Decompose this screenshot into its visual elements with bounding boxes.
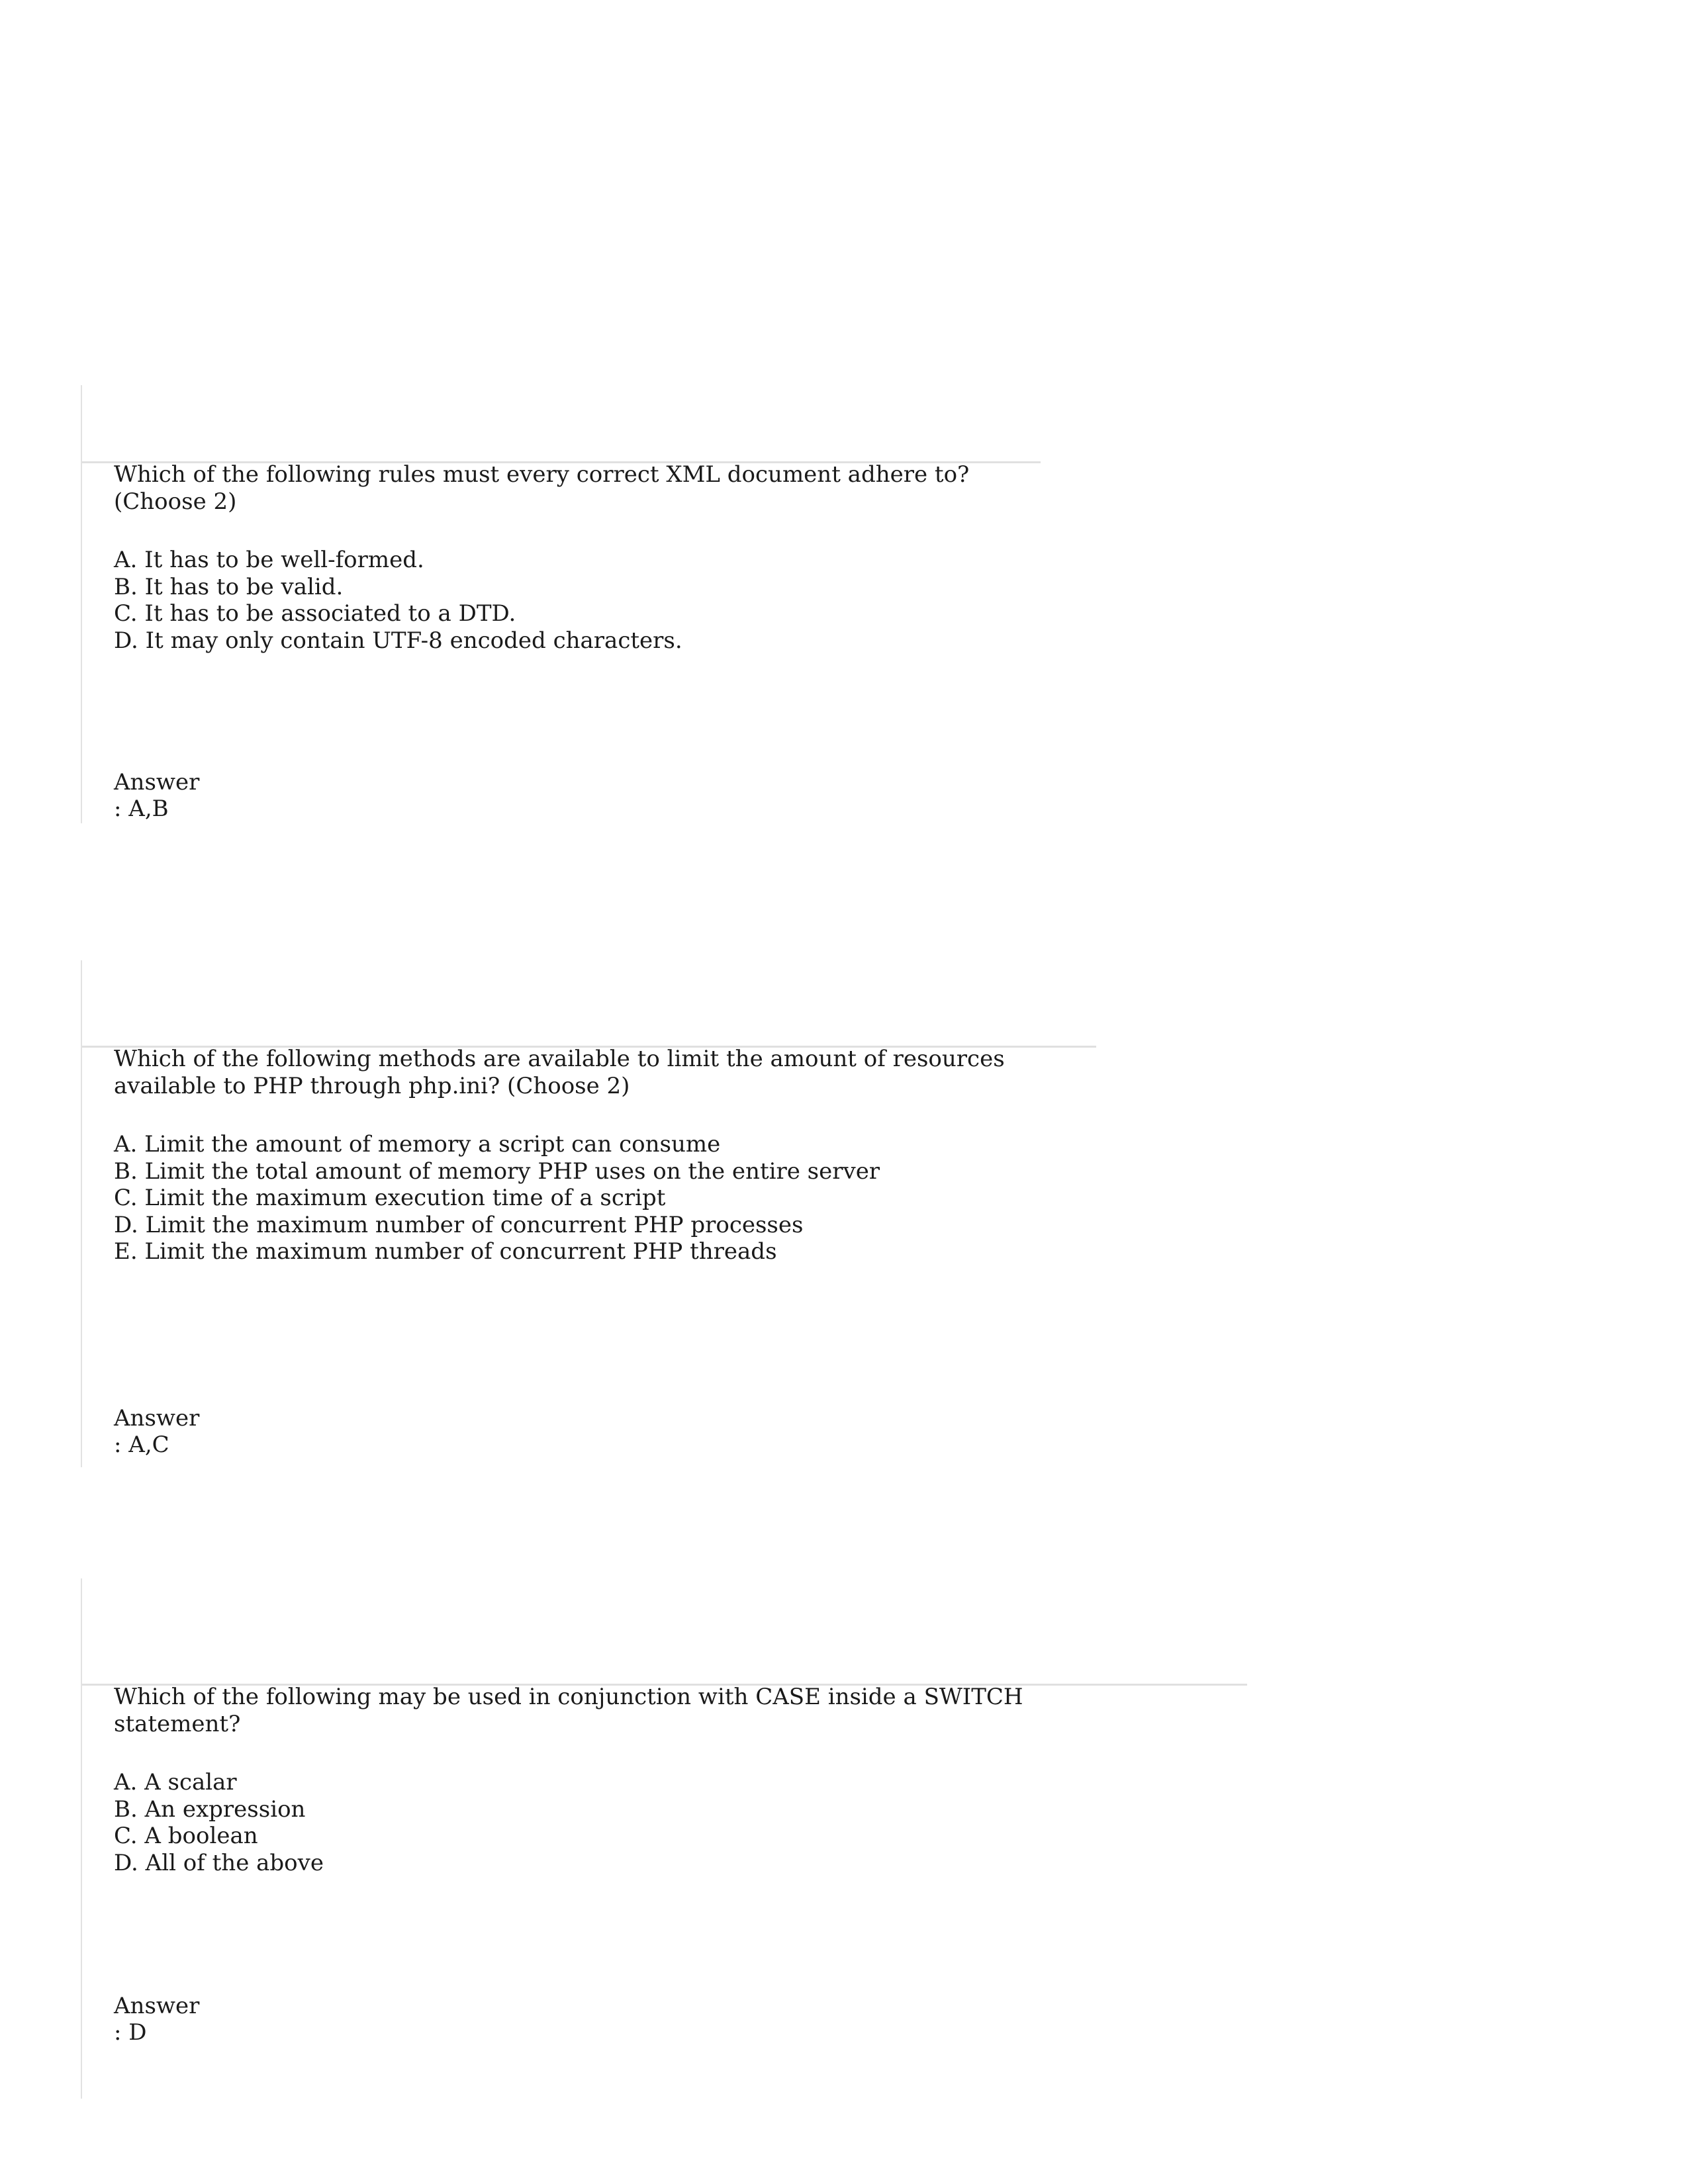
option-b: B. It has to be valid.: [114, 573, 344, 600]
option-d: D. Limit the maximum number of concurrent PHP processes: [114, 1211, 804, 1238]
option-a: A. Limit the amount of memory a script can consume: [114, 1131, 721, 1158]
option-list: [114, 1131, 1054, 1265]
option-b: B. Limit the total amount of memory PHP uses on the entire server: [114, 1158, 880, 1185]
option-a: A. It has to be well-formed.: [114, 547, 424, 573]
option-d: D. It may only contain UTF-8 encoded characters.: [114, 627, 682, 654]
question-content: [114, 461, 1041, 654]
option-list: [114, 547, 1041, 654]
answer-text: Answer : A,C: [114, 1405, 200, 1458]
option-c: C. Limit the maximum execution time of a script: [114, 1185, 666, 1211]
question-text: Which of the following methods are available to limit the amount of resources available to PHP through php.ini? (Choose 2): [114, 1046, 1005, 1099]
option-d: D. All of the above: [114, 1849, 324, 1876]
question-block-3: [81, 1578, 1023, 2099]
option-e: E. Limit the maximum number of concurrent PHP threads: [114, 1238, 777, 1265]
question-text: Which of the following may be used in conjunction with CASE inside a SWITCH statement?: [114, 1684, 1023, 1737]
option-list: [114, 1769, 1147, 1876]
option-c: C. A boolean: [114, 1823, 258, 1849]
answer-text: Answer : A,B: [114, 769, 200, 822]
option-a: A. A scalar: [114, 1769, 237, 1796]
option-b: B. An expression: [114, 1796, 306, 1823]
question-content: [114, 1684, 1147, 1876]
question-block-2: [81, 960, 1005, 1467]
option-c: C. It has to be associated to a DTD.: [114, 600, 516, 627]
answer-text: Answer : D: [114, 1993, 200, 2046]
question-content: [114, 1046, 1054, 1265]
question-block-1: [81, 385, 970, 823]
question-text: Which of the following rules must every correct XML document adhere to? (Choose 2): [114, 461, 970, 515]
